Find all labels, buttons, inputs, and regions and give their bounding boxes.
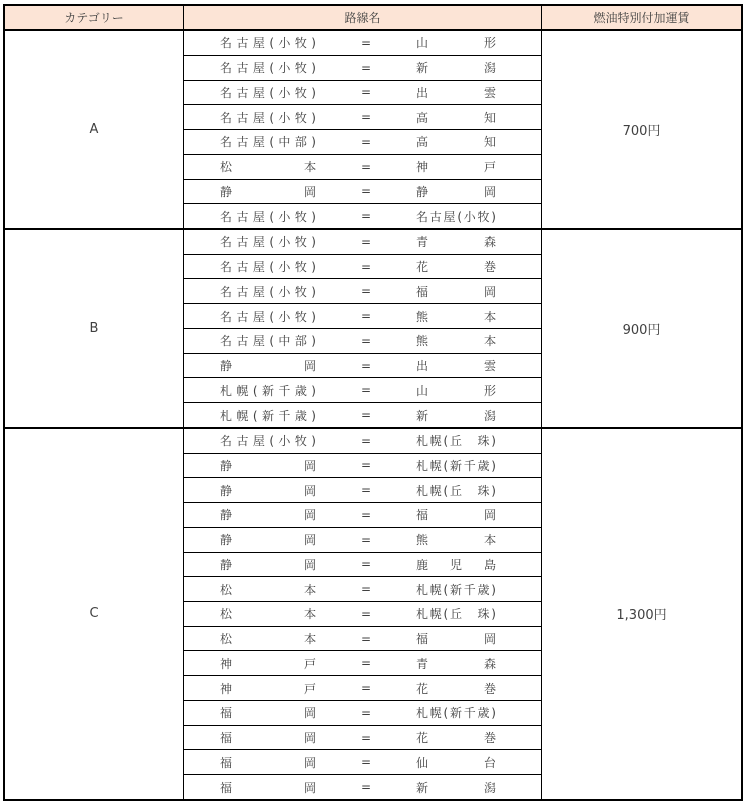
route-row [184,304,541,329]
route-row [184,255,541,280]
table-header-row [5,6,741,31]
route-arrival: 札幌(新千歳) [416,458,496,473]
route-arrival: 新潟 [416,780,496,795]
route-equals: = [360,408,372,423]
route-row [184,378,541,403]
route-arrival: 青森 [416,235,496,250]
route-row [184,577,541,602]
route-row [184,130,541,155]
route-departure: 名古屋(小牧) [220,434,316,449]
route-arrival: 神戸 [416,160,496,175]
route-departure: 札幌(新千歳) [220,408,316,423]
route-departure: 福岡 [220,706,316,721]
route-arrival: 札幌(丘 珠) [416,607,496,622]
route-equals: = [360,259,372,274]
route-departure: 松本 [220,632,316,647]
route-row [184,602,541,627]
route-row [184,726,541,751]
route-arrival: 熊本 [416,309,496,324]
route-departure: 名古屋(小牧) [220,85,316,100]
route-equals: = [360,631,372,646]
route-departure: 名古屋(小牧) [220,110,316,125]
route-arrival: 高知 [416,135,496,150]
route-departure: 名古屋(小牧) [220,61,316,76]
route-equals: = [360,705,372,720]
route-row [184,775,541,799]
route-equals: = [360,557,372,572]
route-row [184,528,541,553]
route-arrival: 静岡 [416,184,496,199]
route-equals: = [360,134,372,149]
route-equals: = [360,110,372,125]
route-list [184,31,541,228]
route-arrival: 青森 [416,656,496,671]
route-departure: 福岡 [220,755,316,770]
route-equals: = [360,532,372,547]
category-label: B [5,230,184,427]
route-departure: 神戸 [220,656,316,671]
surcharge-value: 900円 [541,230,741,427]
route-list [184,230,541,427]
route-departure: 松本 [220,607,316,622]
route-equals: = [360,383,372,398]
route-equals: = [360,606,372,621]
route-departure: 静岡 [220,483,316,498]
route-row [184,230,541,255]
route-departure: 静岡 [220,458,316,473]
route-arrival: 山形 [416,36,496,51]
route-equals: = [360,780,372,795]
route-arrival: 出雲 [416,359,496,374]
route-row [184,329,541,354]
route-arrival: 花巻 [416,260,496,275]
category-section [5,429,741,799]
route-row [184,429,541,454]
route-departure: 名古屋(小牧) [220,309,316,324]
route-arrival: 熊本 [416,533,496,548]
route-row [184,750,541,775]
route-departure: 福岡 [220,780,316,795]
route-departure: 静岡 [220,557,316,572]
route-arrival: 山形 [416,383,496,398]
route-row [184,676,541,701]
route-arrival: 福岡 [416,284,496,299]
route-departure: 名古屋(小牧) [220,209,316,224]
route-row [184,180,541,205]
route-row [184,279,541,304]
route-arrival: 福岡 [416,632,496,647]
route-equals: = [360,60,372,75]
route-list [184,429,541,799]
route-departure: 福岡 [220,731,316,746]
route-departure: 名古屋(中部) [220,334,316,349]
route-row [184,105,541,130]
route-arrival: 熊本 [416,334,496,349]
route-arrival: 名古屋(小牧) [416,209,496,224]
route-row [184,403,541,427]
route-equals: = [360,358,372,373]
route-equals: = [360,209,372,224]
route-equals: = [360,35,372,50]
route-departure: 松本 [220,160,316,175]
route-row [184,627,541,652]
route-row [184,651,541,676]
route-equals: = [360,234,372,249]
route-departure: 札幌(新千歳) [220,383,316,398]
route-arrival: 出雲 [416,85,496,100]
route-arrival: 札幌(新千歳) [416,582,496,597]
route-row [184,553,541,578]
route-departure: 名古屋(小牧) [220,36,316,51]
table-body [5,31,741,799]
route-departure: 名古屋(中部) [220,135,316,150]
route-arrival: 新潟 [416,408,496,423]
route-equals: = [360,184,372,199]
route-row [184,155,541,180]
route-departure: 名古屋(小牧) [220,235,316,250]
route-arrival: 仙台 [416,755,496,770]
route-departure: 名古屋(小牧) [220,284,316,299]
route-row [184,56,541,81]
category-label: C [5,429,184,799]
route-arrival: 高知 [416,110,496,125]
route-arrival: 鹿児島 [416,557,496,572]
route-equals: = [360,656,372,671]
route-arrival: 札幌(新千歳) [416,706,496,721]
route-departure: 静岡 [220,359,316,374]
route-departure: 静岡 [220,508,316,523]
route-arrival: 札幌(丘 珠) [416,483,496,498]
route-equals: = [360,582,372,597]
route-row [184,478,541,503]
route-row [184,81,541,106]
route-arrival: 福岡 [416,508,496,523]
route-row [184,31,541,56]
route-equals: = [360,433,372,448]
route-equals: = [360,730,372,745]
category-label: A [5,31,184,228]
route-row [184,701,541,726]
route-row [184,454,541,479]
route-departure: 静岡 [220,533,316,548]
surcharge-value: 1,300円 [541,429,741,799]
route-arrival: 新潟 [416,61,496,76]
route-row [184,503,541,528]
route-arrival: 花巻 [416,681,496,696]
route-departure: 静岡 [220,184,316,199]
route-arrival: 札幌(丘 珠) [416,434,496,449]
route-equals: = [360,755,372,770]
route-equals: = [360,159,372,174]
category-section [5,31,741,230]
header-fuel-surcharge: 燃油特別付加運賃 [541,6,741,29]
route-departure: 神戸 [220,681,316,696]
route-equals: = [360,333,372,348]
route-equals: = [360,483,372,498]
fuel-surcharge-table [3,4,743,801]
category-section [5,230,741,429]
route-departure: 松本 [220,582,316,597]
route-equals: = [360,85,372,100]
route-equals: = [360,458,372,473]
route-arrival: 花巻 [416,731,496,746]
header-category: カテゴリー [5,6,184,29]
route-departure: 名古屋(小牧) [220,260,316,275]
header-route-name: 路線名 [344,11,381,25]
route-equals: = [360,284,372,299]
route-row [184,204,541,228]
route-equals: = [360,507,372,522]
surcharge-value: 700円 [541,31,741,228]
route-equals: = [360,309,372,324]
route-equals: = [360,681,372,696]
route-row [184,354,541,379]
